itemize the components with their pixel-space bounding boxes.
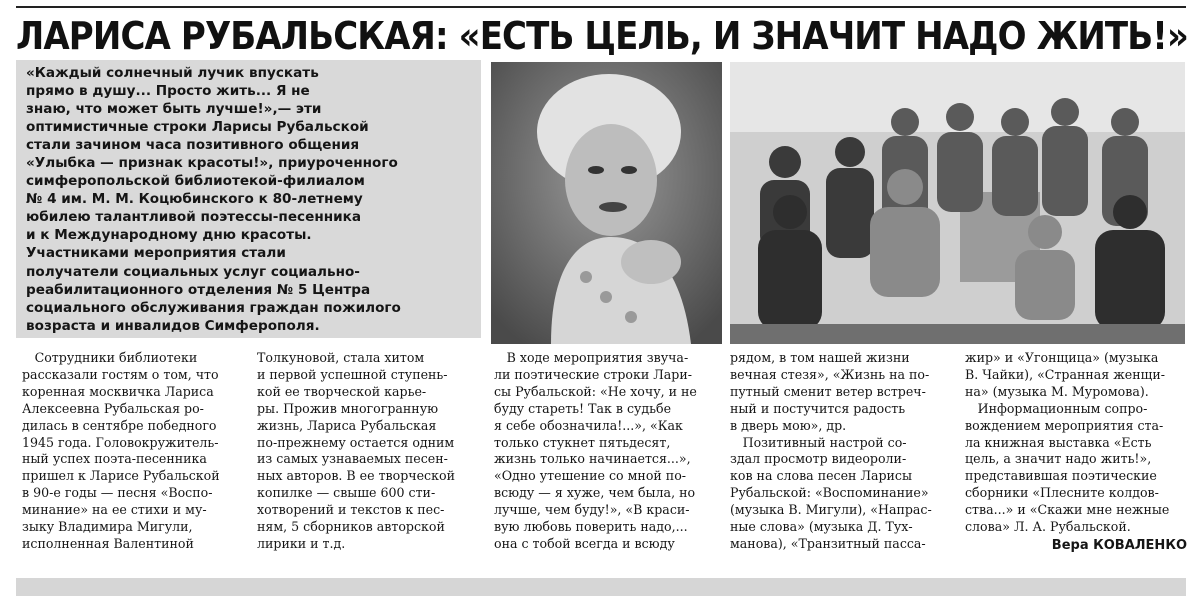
text-line: в 90-е годы — песня «Воспо- [22, 485, 213, 501]
text-column-2 [257, 350, 481, 553]
text-line: только стукнет пятьдесят, [494, 434, 671, 450]
text-line: ням, 5 сборников авторской [257, 519, 445, 535]
text-line: жир» и «Угонщица» (музыка [965, 350, 1159, 365]
text-line: коренная москвичка Лариса [22, 383, 214, 399]
lead-line: симферопольской библиотекой-филиалом [26, 173, 365, 190]
lead-line: «Улыбка — признак красоты!», приуроченного [26, 155, 398, 172]
article-headline: ЛАРИСА РУБАЛЬСКАЯ: «ЕСТЬ ЦЕЛЬ, И ЗНАЧИТ НАДО ЖИТЬ!» [16, 14, 1188, 58]
text-line: Сотрудники библиотеки [22, 350, 198, 365]
lead-line: юбилею талантливой поэтессы-песенника [26, 209, 362, 226]
text-line: жизнь только начинается...», [494, 451, 691, 467]
lead-line: и к Международному дню красоты. [26, 227, 312, 244]
text-line: слова» Л. А. Рубальской. [965, 519, 1131, 535]
text-line: (музыка В. Мигули), «Напрас- [730, 502, 932, 518]
text-line: ла книжная выставка «Есть [965, 434, 1152, 450]
portrait-photo [491, 62, 722, 344]
text-line: путный сменит ветер встреч- [730, 383, 926, 399]
text-line: на» (музыка М. Муромова). [965, 383, 1149, 399]
text-line: из самых узнаваемых песен- [257, 451, 448, 467]
lead-paragraph [26, 64, 473, 335]
text-line: ных авторов. В ее творческой [257, 468, 455, 484]
lead-line: знаю, что может быть лучше!»,— эти [26, 101, 322, 118]
text-line: кой ее творческой карье- [257, 383, 427, 399]
text-line: лирики и т.д. [257, 535, 346, 551]
group-photo [730, 62, 1185, 344]
text-line: ры. Прожив многогранную [257, 400, 439, 416]
lead-line: социального обслуживания граждан пожилого [26, 299, 401, 316]
portrait-image-icon [491, 62, 722, 344]
text-line: представившая поэтические [965, 468, 1157, 484]
text-line: 1945 года. Головокружитель- [22, 434, 219, 450]
lead-box [16, 60, 481, 338]
text-line: Рубальской: «Воспоминание» [730, 485, 929, 501]
text-line: вую любовь поверить надо,... [494, 519, 688, 535]
text-line: минание» на ее стихи и му- [22, 502, 207, 518]
text-line: лучше, чем буду!», «В краси- [494, 502, 690, 518]
bottom-band [16, 578, 1186, 596]
text-line: «Одно утешение со мной по- [494, 468, 687, 484]
text-line: Позитивный настрой со- [730, 434, 907, 450]
text-line: исполненная Валентиной [22, 535, 194, 551]
lead-line: получатели социальных услуг социально- [26, 263, 360, 280]
text-line: ков на слова песен Ларисы [730, 468, 912, 484]
lead-line: «Каждый солнечный лучик впускать [26, 65, 319, 81]
text-line: вождением мероприятия ста- [965, 417, 1164, 433]
text-line: всюду — я хуже, чем была, но [494, 485, 696, 501]
byline: Вера КОВАЛЕНКО [1051, 537, 1187, 553]
text-line: В. Чайки), «Странная женщи- [965, 366, 1165, 382]
lead-line: стали зачином часа позитивного общения [26, 137, 360, 154]
text-line: манова), «Транзитный пасса- [730, 535, 926, 551]
text-line: Алексеевна Рубальская ро- [22, 400, 204, 416]
text-line: здал просмотр видеороли- [730, 451, 907, 467]
top-rule [16, 6, 1186, 8]
text-line: зыку Владимира Мигули, [22, 519, 193, 535]
text-line: ные слова» (музыка Д. Тух- [730, 519, 913, 535]
text-column-3 [494, 350, 719, 553]
text-line: вечная стезя», «Жизнь на по- [730, 366, 930, 382]
lead-line: оптимистичные строки Ларисы Рубальской [26, 119, 369, 136]
text-line: рядом, в том нашей жизни [730, 350, 910, 365]
text-column-5 [965, 350, 1187, 555]
text-line: ли поэтические строки Лари- [494, 366, 693, 382]
text-line: буду стареть! Так в судьбе [494, 400, 672, 416]
text-line: копилке — свыше 600 сти- [257, 485, 436, 501]
text-line: она с тобой всегда и всюду [494, 535, 675, 551]
text-line: рассказали гостям о том, что [22, 366, 219, 382]
text-line: и первой успешной ступень- [257, 366, 448, 382]
lead-line: возраста и инвалидов Симферополя. [26, 317, 320, 334]
lead-line: прямо в душу... Просто жить... Я не [26, 83, 310, 100]
text-column-4 [730, 350, 956, 553]
text-line: сы Рубальской: «Не хочу, и не [494, 383, 697, 399]
text-line: Информационным сопро- [965, 400, 1148, 416]
text-line: цель, а значит надо жить!», [965, 451, 1152, 467]
text-line: пришел к Ларисе Рубальской [22, 468, 220, 484]
text-line: жизнь, Лариса Рубальская [257, 417, 437, 433]
text-column-1 [22, 350, 244, 553]
lead-line: реабилитационного отделения № 5 Центра [26, 281, 371, 298]
lead-line: № 4 им. М. М. Коцюбинского к 80-летнему [26, 191, 363, 208]
text-line: В ходе мероприятия звуча- [494, 350, 689, 365]
text-line: Толкуновой, стала хитом [257, 350, 425, 365]
text-line: в дверь мою», др. [730, 417, 847, 433]
text-line: ный успех поэта-песенника [22, 451, 207, 467]
text-line: дилась в сентябре победного [22, 417, 217, 433]
lead-line: Участниками мероприятия стали [26, 245, 286, 262]
text-line: сборники «Плесните колдов- [965, 485, 1159, 501]
text-line: по-прежнему остается одним [257, 434, 455, 450]
text-line: я себе обозначила!...», «Как [494, 417, 683, 433]
text-line: хотворений и текстов к пес- [257, 502, 445, 518]
text-line: ства...» и «Скажи мне нежные [965, 502, 1170, 518]
text-line: ный и постучится радость [730, 400, 906, 416]
group-image-icon [730, 62, 1185, 344]
